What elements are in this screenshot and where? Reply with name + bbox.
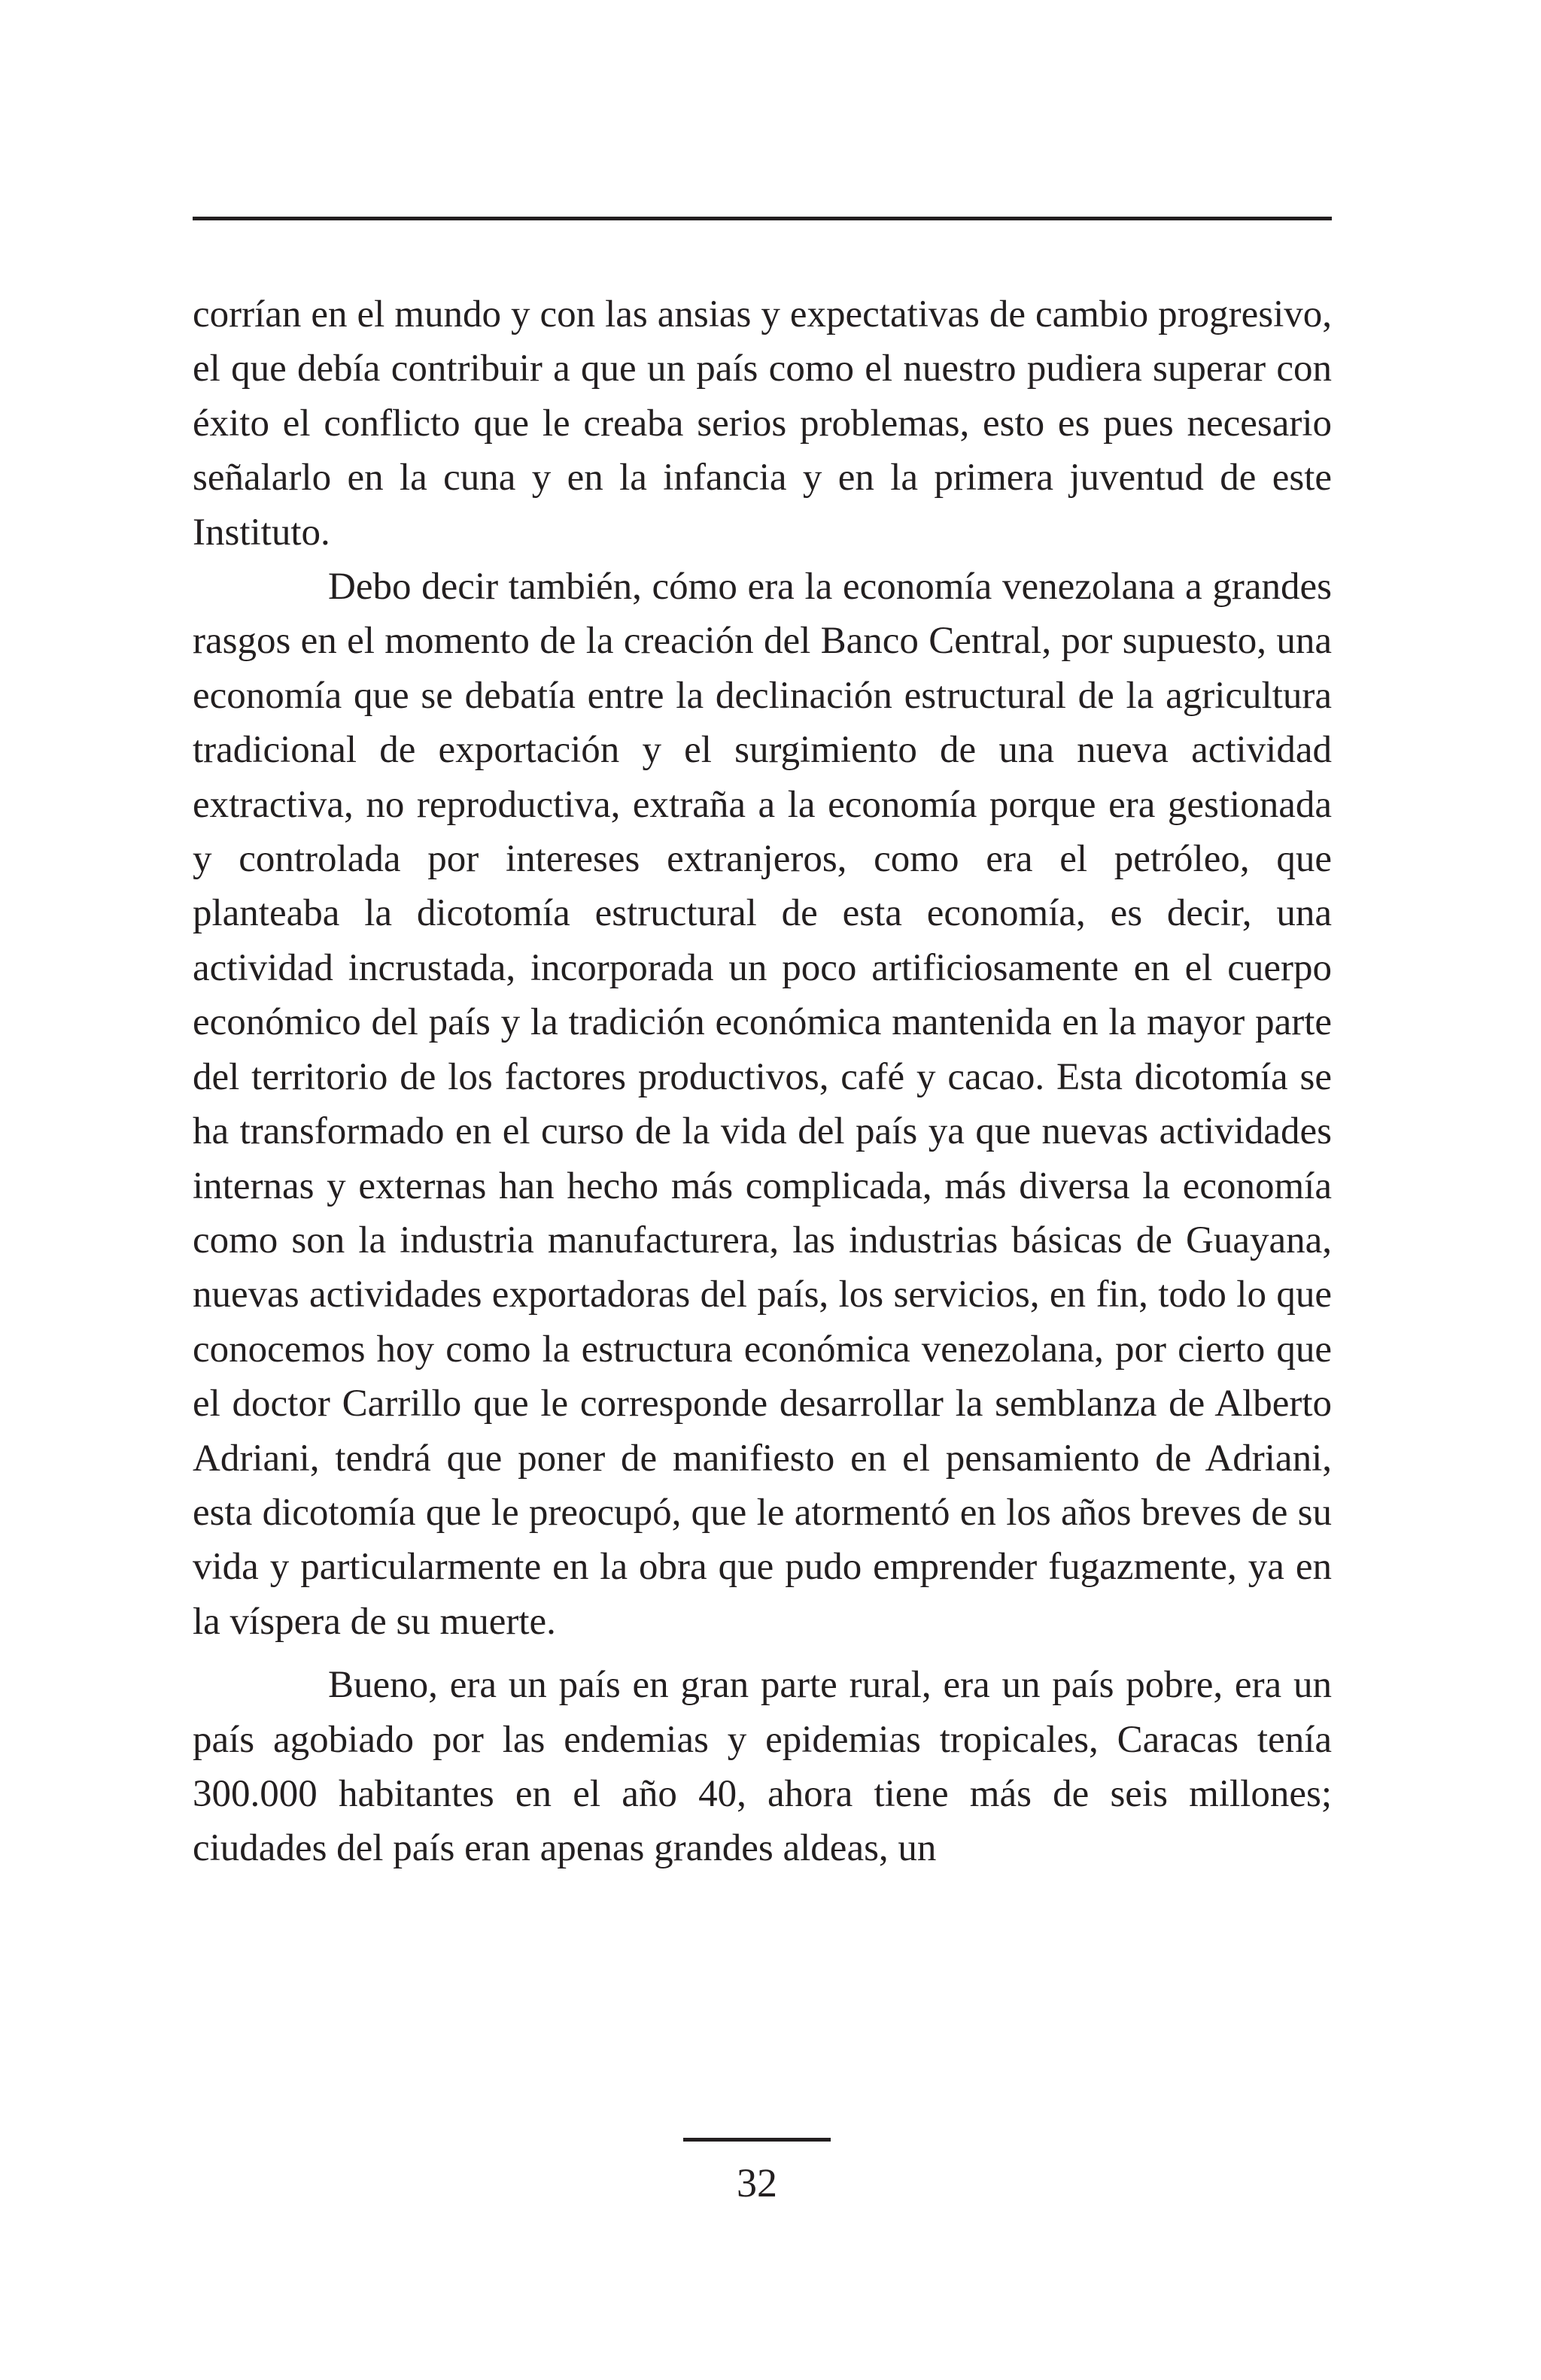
header-rule	[193, 217, 1332, 220]
footer-rule	[683, 2138, 831, 2142]
body-text	[193, 287, 1332, 1876]
paragraph-rural-country: Bueno, era un país en gran parte rural, era un país pobre, era un país agobiado por las endemias y epidemias tropicales, Caracas tenía 300.000 habitantes en el año 40, ahora tiene más de seis millones; ciudades del país eran apenas grandes aldeas, un	[193, 1664, 1332, 1870]
paragraph-continuation: corrían en el mundo y con las ansias y expectativas de cambio progresivo, el que debía contribuir a que un país como el nuestro pudiera superar con éxito el conflicto que le creaba serios problemas, esto es pues necesario señalarlo en la cuna y en la infancia y en la primera juventud de este Instituto.	[193, 293, 1332, 554]
page-number: 32	[737, 2160, 777, 2205]
paragraph-economy: Debo decir también, cómo era la economía venezolana a grandes rasgos en el momento de la creación del Banco Central, por supuesto, una economía que se debatía entre la declinación estructural de la agricultura tradicional de exportación y el surgimiento de una nueva actividad extractiva, no reproductiva, extraña a la economía porque era gestionada y controlada por intereses extranjeros, como era el petróleo, que planteaba la dicotomía estructural de esta economía, es decir, una actividad incrustada, incorporada un poco artificiosamente en el cuerpo económico del país y la tradición económica mantenida en la mayor parte del territorio de los factores productivos, café y cacao. Esta dicotomía se ha transformado en el curso de la vida del país ya que nuevas actividades internas y externas han hecho más complicada, más diversa la economía como son la industria manufacturera, las industrias básicas de Guayana, nuevas actividades exportadoras del país, los servicios, en fin, todo lo que conocemos hoy como la estructura económica venezolana, por cierto que el doctor Carrillo que le corresponde desarrollar la semblanza de Alberto Adriani, tendrá que poner de manifiesto en el pensamiento de Adriani, esta dicotomía que le preocupó, que le atormentó en los años breves de su vida y particularmente en la obra que pudo emprender fugazmente, ya en la víspera de su muerte.	[193, 566, 1332, 1643]
